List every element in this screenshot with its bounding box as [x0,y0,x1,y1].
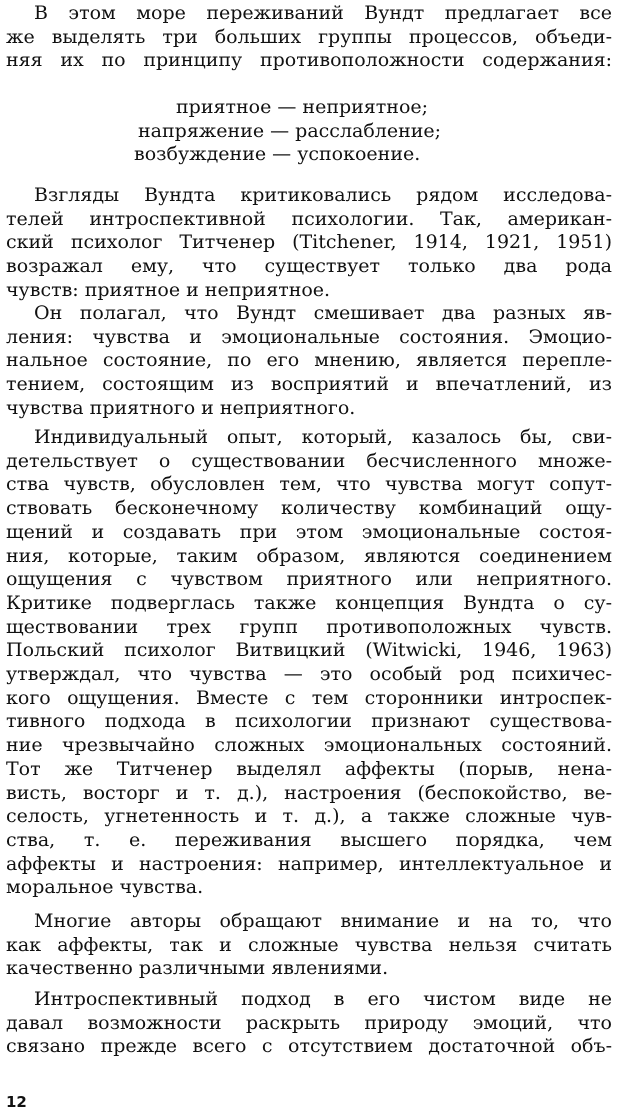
opposites-list [0,96,620,167]
paragraph-emotional-states [6,302,612,421]
text-line: Он полагал, что Вундт смешивает два разных яв- [34,302,612,324]
text-line: ства, т. е. переживания высшего порядка, чем [6,828,612,851]
text-line: Критике подверглась также концепция Вундта о су- [6,591,612,614]
text-line: ния, которые, таким образом, являются соединением [6,544,612,567]
paragraph-titchener-critique [6,184,612,303]
text-line: щений и создавать при этом эмоциональные состоя- [6,520,612,543]
paragraph-introspective-approach [6,988,612,1059]
text-line: Многие авторы обращают внимание и на то, что [34,910,612,932]
list-item: возбуждение — успокоение. [134,143,421,166]
text-line: Взгляды Вундта критиковались рядом исследова- [34,184,612,206]
text-line: телей интроспективной психологии. Так, американ- [6,207,612,230]
text-line: В этом море переживаний Вундт предлагает все [34,2,612,24]
text-line: ствовать бесконечному количеству комбинаций ощу- [6,497,612,520]
text-line: тивного подхода в психологии признают существова- [6,710,612,733]
text-line: качественно различными явлениями. [6,957,389,980]
text-line: Индивидуальный опыт, который, казалось бы, сви- [34,426,612,448]
text-line: Тот же Титченер выделял аффекты (порыв, нена- [6,757,612,780]
text-line: давал возможности раскрыть природу эмоций, что [6,1011,612,1034]
page-number: 12 [6,1093,27,1111]
list-item: напряжение — расслабление; [138,119,442,142]
text-line: ский психолог Титченер (Titchener, 1914, 1921, 1951) [6,231,612,254]
text-line: ществовании трех групп противоположных чувств. [6,615,612,638]
text-line: Интроспективный подход в его чистом виде не [34,988,612,1010]
text-line: ства чувств, обусловлен тем, что чувства могут сопут- [6,473,612,496]
list-item: приятное — неприятное; [176,96,429,118]
text-line: возражал ему, что существует только два рода [6,255,612,278]
text-line: детельствует о существовании бесчисленного множе- [6,449,612,472]
text-line: няя их по принципу противоположности содержания: [6,49,612,72]
text-line: Польский психолог Витвицкий (Witwicki, 1946, 1963) [6,639,612,662]
text-line: связано прежде всего с отсутствием достаточной объ- [6,1035,612,1058]
text-line: ощущения с чувством приятного или неприятного. [6,568,612,591]
text-line: ние чрезвычайно сложных эмоциональных состояний. [6,734,612,757]
text-line: утверждал, что чувства — это особый род психичес- [6,663,612,686]
text-line: висть, восторг и т. д.), настроения (беспокойство, ве- [6,781,612,804]
text-line: нальное состояние, по его мнению, является перепле- [6,349,612,372]
text-line: чувства приятного и неприятного. [6,396,356,419]
text-line: чувств: приятное и неприятное. [6,278,331,301]
text-line: тением, состоящим из восприятий и впечатлений, из [6,373,612,396]
paragraph-wundt-groups [6,2,612,73]
text-line: ления: чувства и эмоциональные состояния. Эмоцио- [6,325,612,348]
paragraph-individual-experience [6,426,612,900]
text-line: кого ощущения. Вместе с тем сторонники интроспек- [6,686,612,709]
text-line: аффекты и настроения: например, интеллектуальное и [6,852,612,875]
text-line: селость, угнетенность и т. д.), а также сложные чув- [6,805,612,828]
text-line: как аффекты, так и сложные чувства нельзя считать [6,933,612,956]
text-line: же выделять три больших группы процессов, объеди- [6,25,612,48]
text-line: моральное чувства. [6,876,204,899]
paragraph-authors-note [6,910,612,981]
